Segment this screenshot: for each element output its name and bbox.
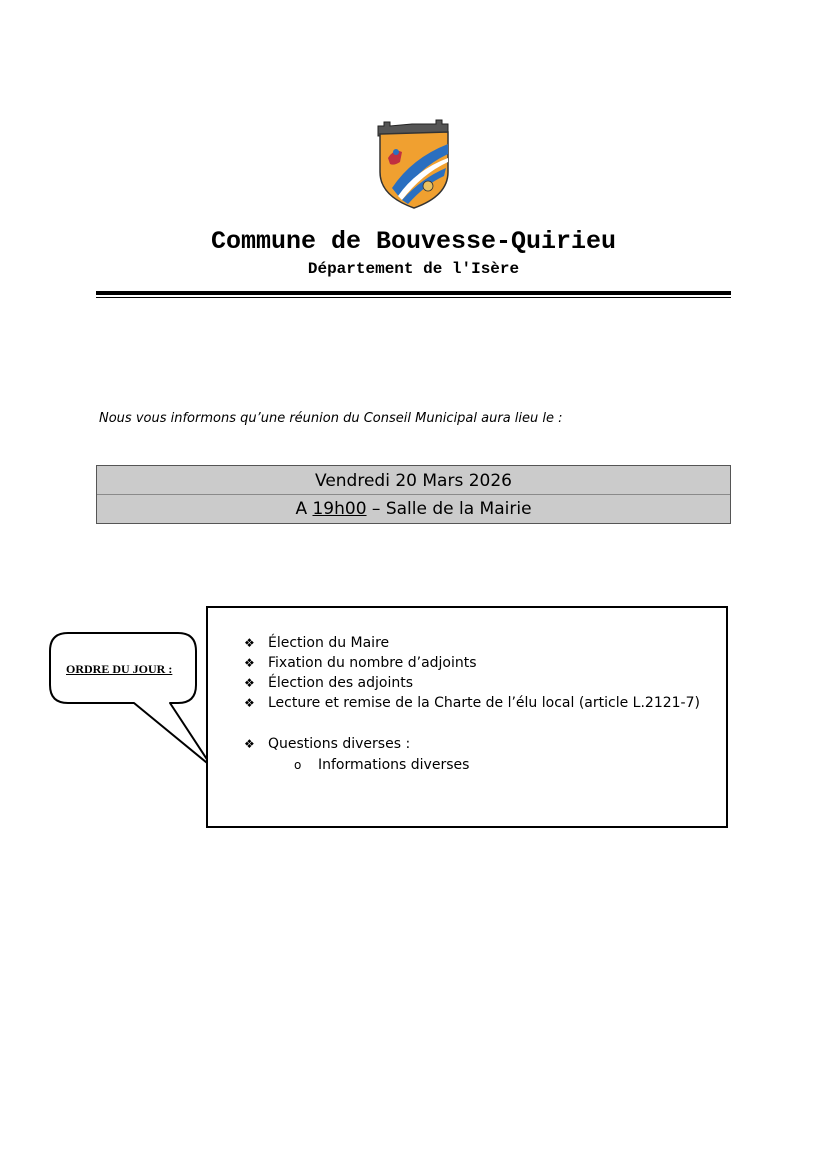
diamond-bullet-icon: ❖ bbox=[244, 676, 255, 690]
meeting-time-prefix: A bbox=[295, 499, 313, 519]
agenda-item: ❖ Élection du Maire bbox=[244, 635, 390, 651]
agenda-item: ❖ Élection des adjoints bbox=[244, 675, 414, 691]
meeting-date: Vendredi 20 Mars 2026 bbox=[315, 471, 512, 491]
page-title: Commune de Bouvesse-Quirieu bbox=[210, 227, 617, 256]
agenda-item: ❖ Fixation du nombre d’adjoints bbox=[244, 655, 477, 671]
agenda-item: ❖ Lecture et remise de la Charte de l’élu local (article L.2121-7) bbox=[244, 695, 700, 711]
intro-text: Nous vous informons qu’une réunion du Conseil Municipal aura lieu le : bbox=[99, 411, 563, 426]
agenda-item: ❖ Questions diverses : bbox=[244, 736, 411, 752]
meeting-date-box bbox=[96, 465, 731, 524]
agenda-callout-bubble bbox=[40, 625, 230, 775]
diamond-bullet-icon: ❖ bbox=[244, 656, 255, 670]
agenda-sub-item: o Informations diverses bbox=[294, 757, 470, 773]
meeting-place: – Salle de la Mairie bbox=[366, 499, 532, 519]
meeting-time: 19h00 bbox=[312, 499, 367, 519]
diamond-bullet-icon: ❖ bbox=[244, 737, 255, 751]
circle-bullet-icon: o bbox=[294, 758, 302, 772]
diamond-bullet-icon: ❖ bbox=[244, 636, 255, 650]
diamond-bullet-icon: ❖ bbox=[244, 696, 255, 710]
date-box-separator bbox=[97, 494, 730, 495]
header-divider-thin bbox=[96, 297, 731, 298]
header-divider-thick bbox=[96, 291, 731, 295]
page-subtitle: Département de l'Isère bbox=[307, 260, 520, 278]
agenda-label: ORDRE DU JOUR : bbox=[66, 662, 173, 676]
coat-of-arms-icon bbox=[372, 118, 454, 210]
meeting-time-place bbox=[97, 497, 730, 521]
